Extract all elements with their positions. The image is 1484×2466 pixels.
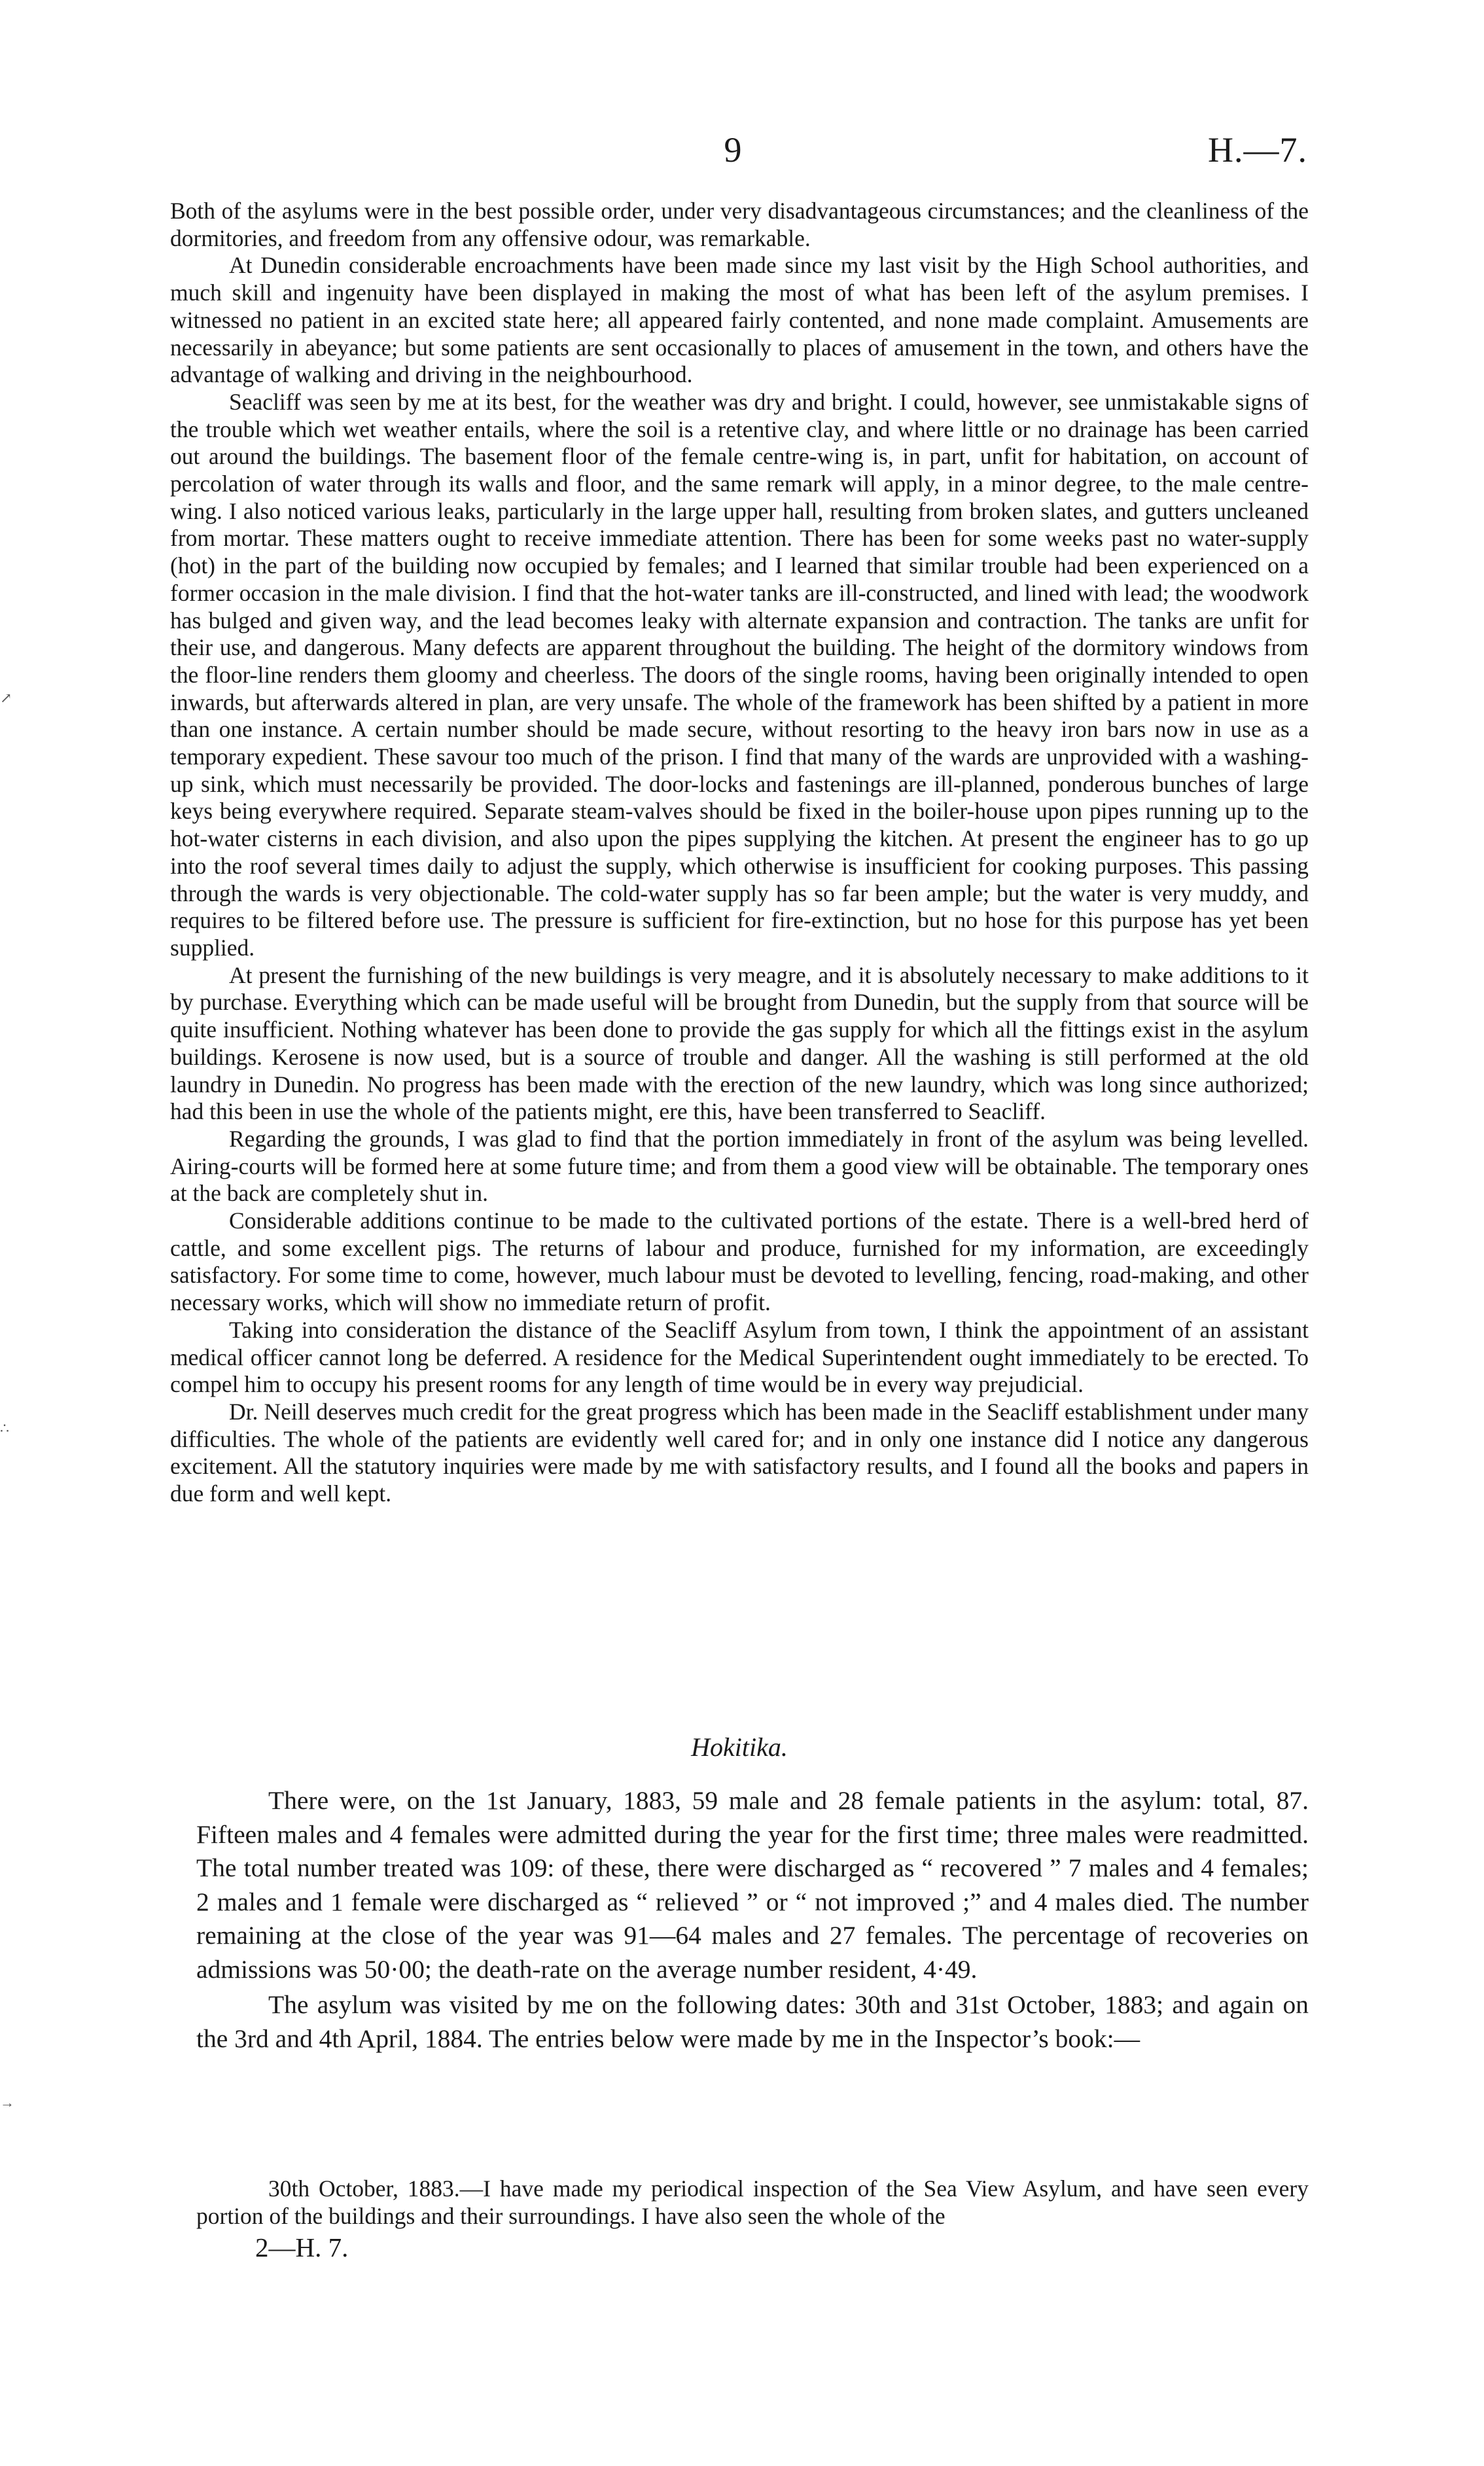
inspector-book-entry bbox=[196, 2175, 1309, 2230]
paragraph-estate: Considerable additions continue to be made to the cultivated portions of the estate. There is a well-bred herd of cattle, and some excellent pigs. The returns of labour and produce, furnished for my information, are exceedingly satisfactory. For some time to come, however, much labour must be devoted to levelling, fencing, road-making, and other necessary works, which will show no immediate return of profit. bbox=[170, 1207, 1309, 1316]
page-number: 9 bbox=[724, 130, 742, 170]
signature-mark: 2—H. 7. bbox=[255, 2232, 349, 2262]
paragraph-medical-officer: Taking into consideration the distance of the Seacliff Asylum from town, I think the appointment of an assistant medical officer cannot long be deferred. A residence for the Medical Superintendent ought immediately to be erected. To compel him to occupy his present rooms for any length of time would be in every way prejudicial. bbox=[170, 1316, 1309, 1398]
paragraph-dr-neill: Dr. Neill deserves much credit for the great progress which has been made in the Seacliff establishment under many difficulties. The whole of the patients are evidently well cared for; and in only one instance did I notice any dangerous excitement. All the statutory inquiries were made by me with satisfactory results, and I found all the books and papers in due form and well kept. bbox=[170, 1398, 1309, 1507]
binding-mark: ↗ bbox=[0, 690, 12, 706]
binding-mark: ∴ bbox=[0, 1420, 9, 1437]
paragraph-grounds: Regarding the grounds, I was glad to find that the portion immediately in front of the asylum was being levelled. Airing-courts will be formed here at some future time; and from them a good view will be obtainable. The temporary ones at the back are completely shut in. bbox=[170, 1125, 1309, 1207]
paragraph-visit-dates: The asylum was visited by me on the following dates: 30th and 31st October, 1883; and again on the 3rd and 4th April, 1884. The entries below were made by me in the Inspector’s book:— bbox=[196, 1990, 1309, 2053]
report-body-part1 bbox=[170, 198, 1309, 1508]
entry-30th-october: 30th October, 1883.—I have made my periodical inspection of the Sea View Asylum, and have seen every portion of the buildings and their surroundings. I have also seen the whole of the bbox=[196, 2175, 1309, 2229]
paragraph-asylums-order: Both of the asylums were in the best possible order, under very disadvantageous circumstances; and the cleanliness of the dormitories, and freedom from any offensive odour, was remarkable. bbox=[170, 198, 1309, 251]
paragraph-seacliff-condition: Seacliff was seen by me at its best, for the weather was dry and bright. I could, however, see unmistakable signs of the trouble which wet weather entails, where the soil is a retentive clay, and where little or no drainage has been carried out around the buildings. The basement floor of the female centre-wing is, in part, unfit for habitation, on account of percolation of water through its walls and floor, and the same remark will apply, in a minor degree, to the male centre-wing. I also noticed various leaks, particularly in the large upper hall, resulting from broken slates, and gutters uncleaned from mortar. These matters ought to receive immediate attention. There has been for some weeks past no water-supply (hot) in the part of the building now occupied by females; and I learned that similar trouble had been experienced on a former occasion in the male division. I find that the hot-water tanks are ill-constructed, and lined with lead; the woodwork has bulged and given way, and the lead becomes leaky with alternate expansion and contraction. The tanks are unfit for their use, and dangerous. Many defects are apparent throughout the building. The height of the dormitory windows from the floor-line renders them gloomy and cheerless. The doors of the single rooms, having been originally intended to open inwards, but afterwards altered in plan, are very unsafe. The whole of the framework has been shifted by a patient in more than one instance. A certain number should be made secure, without resorting to the heavy iron bars now in use as a temporary expedient. These savour too much of the prison. I find that many of the wards are unprovided with a washing-up sink, which must necessarily be provided. The door-locks and fastenings are ill-planned, ponderous bunches of large keys being everywhere required. Separate steam-valves should be fixed in the boiler-house upon pipes running up to the hot-water cisterns in each division, and also upon the pipes supplying the kitchen. At present the engineer has to go up into the roof several times daily to adjust the supply, which otherwise is insufficient for cooking purposes. This passing through the wards is very objectionable. The cold-water supply has so far been ample; but the water is very muddy, and requires to be filtered before use. The pressure is sufficient for fire-extinction, but no hose for this purpose has yet been supplied. bbox=[170, 388, 1309, 961]
binding-mark: → bbox=[0, 2094, 14, 2111]
document-reference: H.—7. bbox=[1208, 130, 1307, 170]
paragraph-dunedin: At Dunedin considerable encroachments have been made since my last visit by the High School authorities, and much skill and ingenuity have been displayed in making the most of what has been left of the asylum premises. I witnessed no patient in an excited state here; all appeared fairly contented, and none made complaint. Amusements are necessarily in abeyance; but some patients are sent occasionally to places of amusement in the town, and others have the advantage of walking and driving in the neighbourhood. bbox=[170, 252, 1309, 388]
paragraph-hokitika-statistics: There were, on the 1st January, 1883, 59 male and 28 female patients in the asylum: total, 87. Fifteen males and 4 females were admitted during the year for the first time; three males were readmitted. The total number treated was 109: of these, there were discharged as “ recovered ” 7 males and 4 females; 2 males and 1 female were discharged as “ relieved ” or “ not improved ;” and 4 males died. The number remaining at the close of the year was 91—64 males and 27 females. The percentage of recoveries on admissions was 50·00; the death-rate on the average number resident, 4·49. bbox=[196, 1786, 1309, 1984]
report-body-part2 bbox=[196, 1784, 1309, 2058]
section-heading-hokitika: Hokitika. bbox=[691, 1732, 788, 1762]
paragraph-furnishing: At present the furnishing of the new buildings is very meagre, and it is absolutely necessary to make additions to it by purchase. Everything which can be made useful will be brought from Dunedin, but the supply from that source will be quite insufficient. Nothing whatever has been done to provide the gas supply for which all the fittings exist in the asylum buildings. Kerosene is now used, but is a source of trouble and danger. All the washing is still performed at the old laundry in Dunedin. No progress has been made with the erection of the new laundry, which was long since authorized; had this been in use the whole of the patients might, ere this, have been transferred to Seacliff. bbox=[170, 961, 1309, 1125]
